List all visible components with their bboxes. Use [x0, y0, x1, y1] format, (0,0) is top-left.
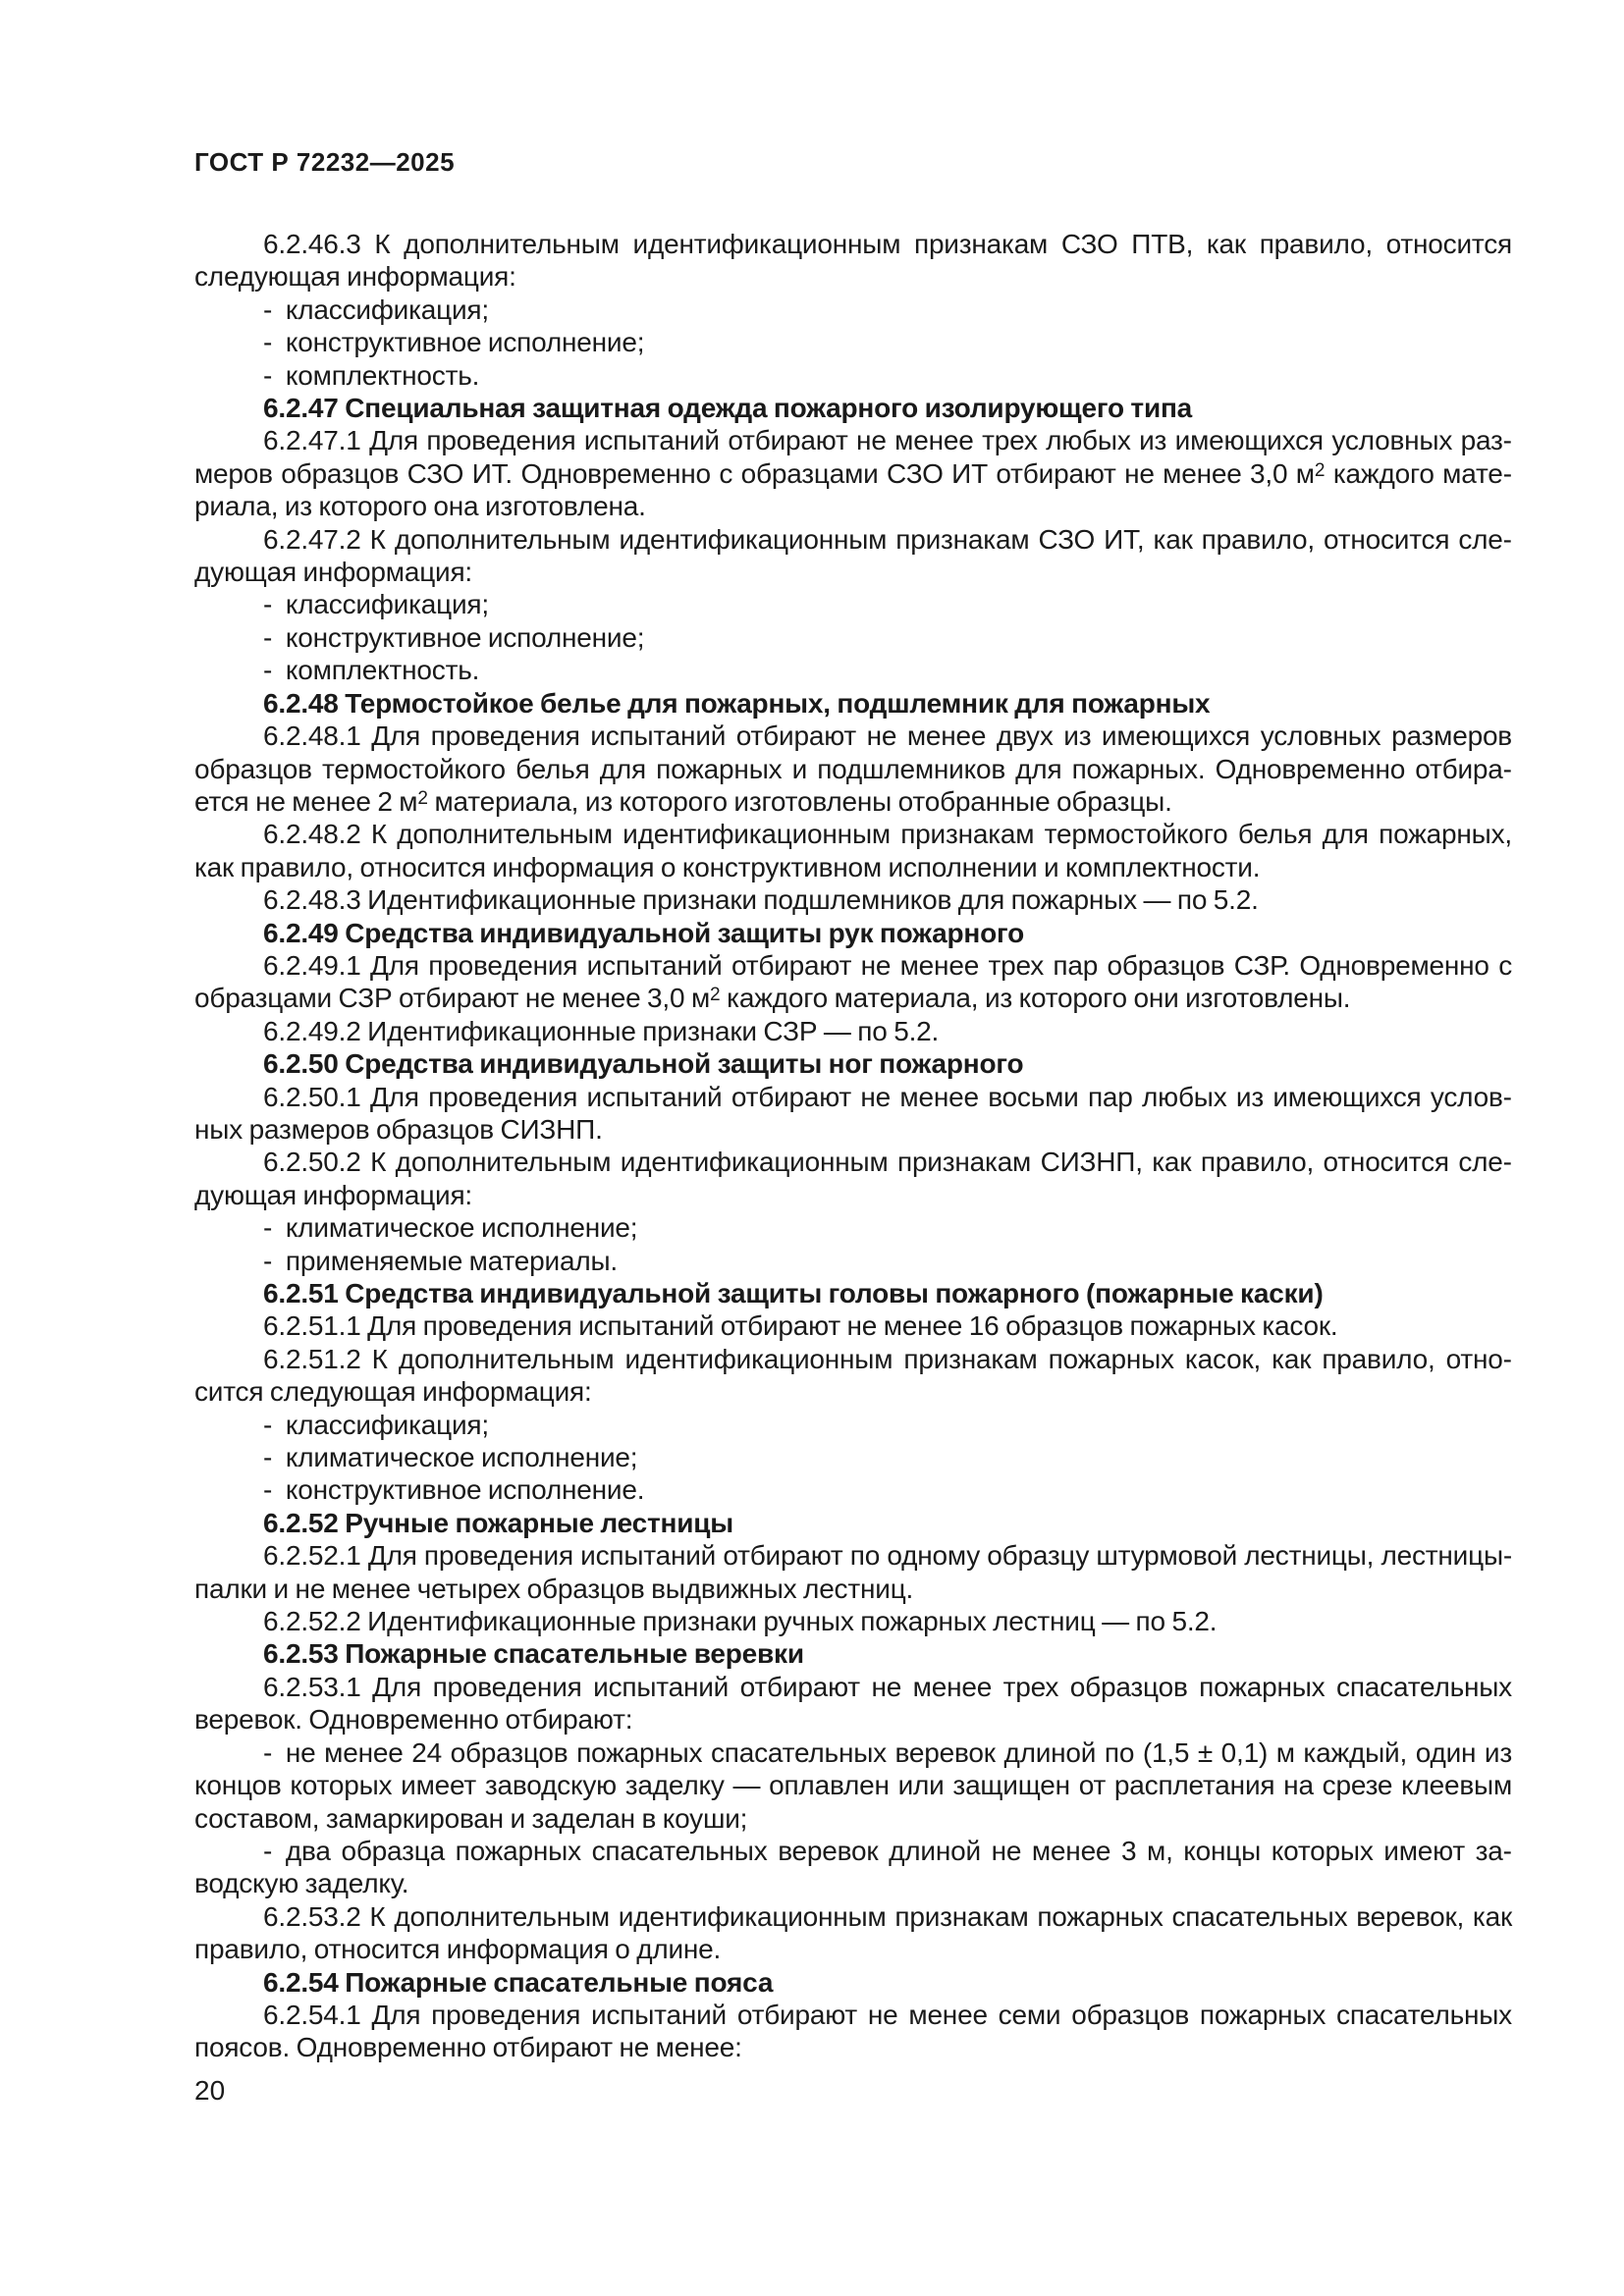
paragraph: 6.2.50.1 Для проведения испытаний отбирают не менее восьми пар любых из имеющихся условных размеров образцов СИЗНП.	[194, 1081, 1512, 1145]
paragraph: - конструктивное исполнение;	[263, 327, 645, 358]
paragraph: 6.2.51.1 Для проведения испытаний отбирают не менее 16 образцов пожарных касок.	[263, 1310, 1338, 1342]
section-heading: 6.2.52 Ручные пожарные лестницы	[263, 1507, 733, 1538]
paragraph: 6.2.50.2 К дополнительным идентификационным признакам СИЗНП, как правило, относится следующая информация:	[194, 1147, 1512, 1210]
paragraph: 6.2.53.1 Для проведения испытаний отбирают не менее трех образцов пожарных спасательных веревок. Одновременно отбирают:	[194, 1671, 1512, 1735]
paragraph: - климатическое исполнение;	[263, 1442, 638, 1473]
paragraph: - конструктивное исполнение;	[263, 621, 645, 653]
paragraph: 6.2.51.2 К дополнительным идентификационным признакам пожарных касок, как правило, относится следующая информация:	[194, 1343, 1512, 1408]
page-number: 20	[194, 2075, 226, 2106]
paragraph: 6.2.52.1 Для проведения испытаний отбирают по одному образцу штурмовой лестницы, лестницы-палки и не менее четырех образцов выдвижных лестниц.	[194, 1540, 1512, 1604]
paragraph: - конструктивное исполнение.	[263, 1474, 645, 1506]
paragraph: - применяемые материалы.	[263, 1245, 618, 1276]
paragraph: 6.2.48.1 Для проведения испытаний отбирают не менее двух из имеющихся условных размеров образцов термостойкого белья для пожарных и подшлемников для пожарных. Одновременно отбирается не менее 2 $м^2$ материала, из которого изготовлены отобранные образцы.	[194, 721, 1512, 817]
paragraph: 6.2.54.1 Для проведения испытаний отбирают не менее семи образцов пожарных спасательных поясов. Одновременно отбирают не менее:	[194, 1999, 1512, 2063]
paragraph: 6.2.48.2 К дополнительным идентификационным признакам термостойкого белья для пожарных, как правило, относится информация о конструктивном исполнении и комплектности.	[194, 819, 1512, 882]
paragraph: 6.2.48.3 Идентификационные признаки подшлемников для пожарных — по 5.2.	[263, 884, 1259, 916]
superscript: 2	[417, 787, 428, 809]
paragraph: - классификация;	[263, 1409, 489, 1440]
paragraph: 6.2.47.2 К дополнительным идентификационным признакам СЗО ИТ, как правило, относится следующая информация:	[194, 523, 1512, 588]
standard-code-header: ГОСТ Р 72232—2025	[194, 147, 456, 177]
section-heading: 6.2.54 Пожарные спасательные пояса	[263, 1966, 774, 1998]
section-heading: 6.2.53 Пожарные спасательные веревки	[263, 1638, 804, 1670]
paragraph: 6.2.52.2 Идентификационные признаки ручных пожарных лестниц — по 5.2.	[263, 1606, 1218, 1637]
section-heading: 6.2.48 Термостойкое белье для пожарных, подшлемник для пожарных	[263, 687, 1211, 719]
document-body	[194, 228, 1512, 2064]
paragraph: 6.2.46.3 К дополнительным идентификационным признакам СЗО ПТВ, как правило, относится следующая информация:	[194, 229, 1512, 293]
section-heading: 6.2.49 Средства индивидуальной защиты рук пожарного	[263, 917, 1025, 948]
paragraph: - комплектность.	[263, 655, 480, 686]
section-heading: 6.2.50 Средства индивидуальной защиты ног пожарного	[263, 1048, 1024, 1080]
paragraph: 6.2.47.1 Для проведения испытаний отбирают не менее трех любых из имеющихся условных размеров образцов СЗО ИТ. Одновременно с образцами СЗО ИТ отбирают не менее 3,0 $м^2$ каждого материала, из которого она изготовлена.	[194, 425, 1513, 522]
paragraph: - классификация;	[263, 589, 489, 620]
paragraph: - два образца пожарных спасательных веревок длиной не менее 3 м, концы которых имеют заводскую заделку.	[194, 1835, 1512, 1899]
paragraph: 6.2.49.2 Идентификационные признаки СЗР — по 5.2.	[263, 1015, 940, 1046]
superscript: 2	[1314, 459, 1326, 481]
paragraph: 6.2.49.1 Для проведения испытаний отбирают не менее трех пар образцов СЗР. Одновременно с образцами СЗР отбирают не менее 3,0 $м^2$ каждого материала, из которого они изготовлены.	[194, 949, 1512, 1014]
paragraph: - классификация;	[263, 294, 489, 325]
paragraph: - комплектность.	[263, 359, 480, 391]
section-heading: 6.2.47 Специальная защитная одежда пожарного изолирующего типа	[263, 393, 1193, 424]
paragraph: - климатическое исполнение;	[263, 1212, 638, 1244]
paragraph: - не менее 24 образцов пожарных спасательных веревок длиной по (1,5 ± 0,1) м каждый, один из концов которых имеет заводскую заделку — оплавлен или защищен от расплетания на срезе клеевым составом, замаркирован и заделан в коуши;	[194, 1736, 1512, 1834]
paragraph: 6.2.53.2 К дополнительным идентификационным признакам пожарных спасательных веревок, как правило, относится информация о длине.	[194, 1900, 1512, 1965]
superscript: 2	[710, 985, 721, 1006]
section-heading: 6.2.51 Средства индивидуальной защиты головы пожарного (пожарные каски)	[263, 1278, 1324, 1308]
